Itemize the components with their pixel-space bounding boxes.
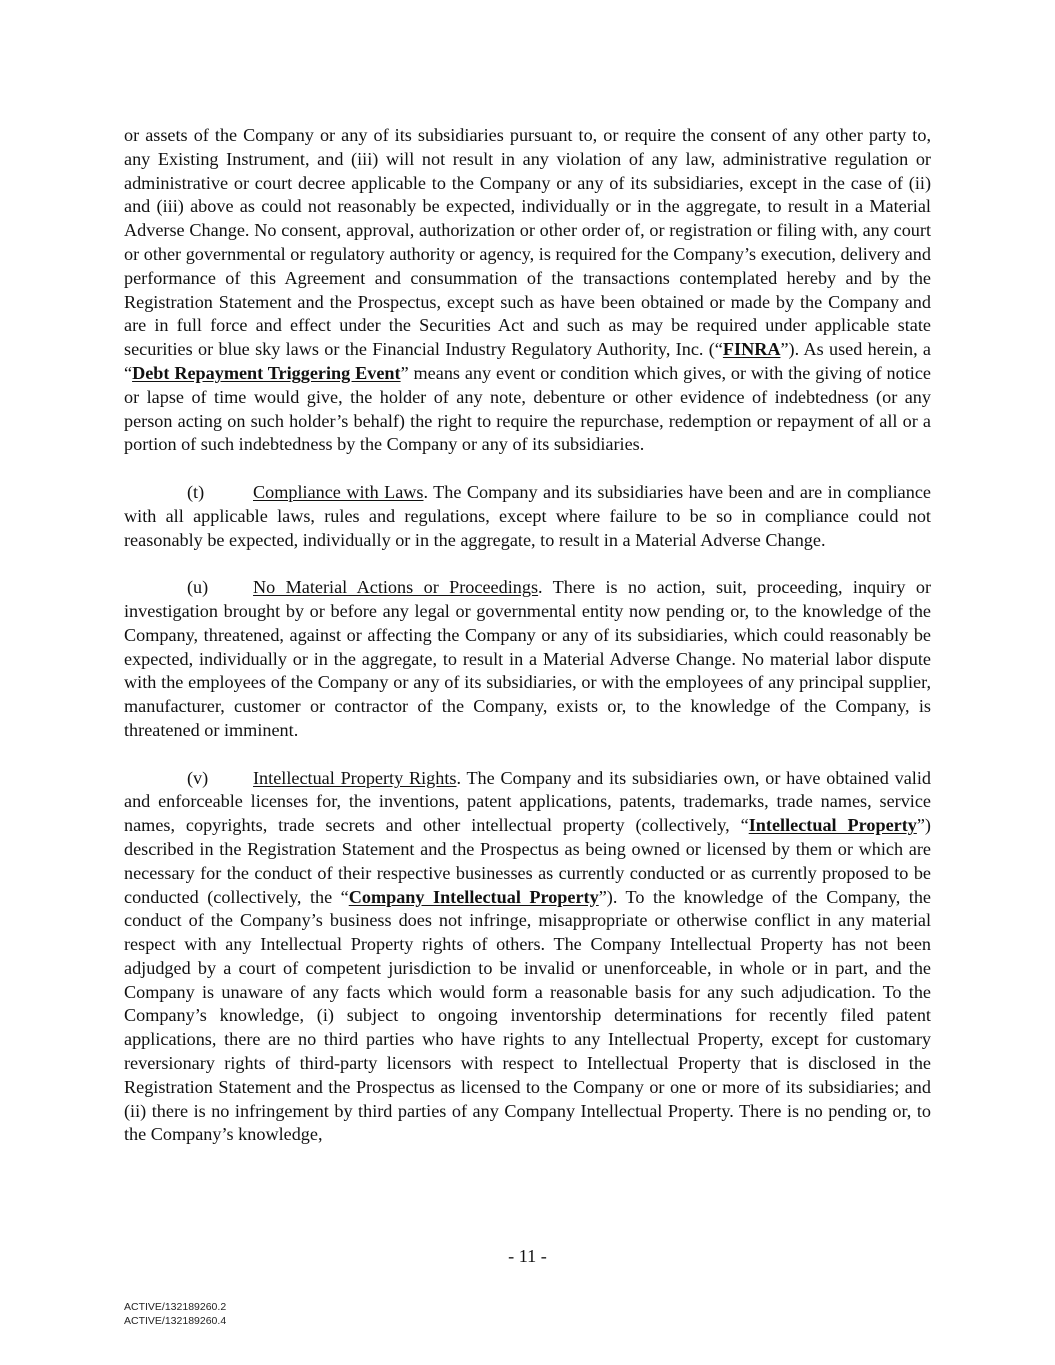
section-body: ”). To the knowledge of the Company, the conduct of the Company’s business does not infringe, misappropriate or otherwise conflict in any material respect with any Intellectual Property rights of others. The Company Intellectual Property has not been adjudged by a court of competent jurisdiction to be invalid or unenforceable, in whole or in part, and the Company is unaware of any facts which would form a reasonable basis for any such adjudication. To the Company’s knowledge, (i) subject to ongoing inventorship determinations for recently filed patent applications, there are no third parties who have rights to any Intellectual Property, except for customary reversionary rights of third-party licensors with respect to Intellectual Property that is disclosed in the Registration Statement and the Prospectus as licensed to the Company or one or more of its subsidiaries; and (ii) there is no infringement by third parties of any Company Intellectual Property. There is no pending or, to the Company’s knowledge, bbox=[124, 886, 932, 1145]
paragraph-continuation bbox=[124, 124, 931, 457]
section-t bbox=[124, 481, 931, 552]
section-u bbox=[124, 576, 931, 743]
section-v bbox=[124, 767, 931, 1148]
defined-term-company-ip: Company Intellectual Property bbox=[348, 886, 599, 907]
page-number: - 11 - bbox=[508, 1246, 547, 1266]
section-heading: No Material Actions or Proceedings bbox=[253, 577, 539, 598]
footer-doc-id: ACTIVE/132189260.4 bbox=[124, 1315, 227, 1327]
section-label: (u) bbox=[187, 577, 209, 598]
section-body: . The Company and its subsidiaries have been and are in compliance with all applicable laws, rules and regulations, except where failure to be so in compliance could not reasonably be expected, individually or in the aggregate, to result in a Material Adverse Change. bbox=[124, 481, 931, 550]
section-label: (v) bbox=[187, 767, 209, 788]
defined-term-finra: FINRA bbox=[722, 339, 781, 360]
section-body: ”) described in the Registration Statement and the Prospectus as being owned or licensed by them or which are necessary for the conduct of their respective businesses as currently conducted or as currently proposed to be conducted (collectively, the “ bbox=[124, 815, 931, 907]
footer-doc-id: ACTIVE/132189260.2 bbox=[124, 1301, 227, 1313]
section-heading: Intellectual Property Rights bbox=[253, 767, 457, 788]
paragraph-text: or assets of the Company or any of its subsidiaries pursuant to, or require the consent of any other party to, any Existing Instrument, and (iii) will not result in any violation of any law, administrative regulation or administrative or court decree applicable to the Company or any of its subsidiaries, except in the case of (ii) and (iii) above as could not reasonably be expected, individually or in the aggregate, to result in a Material Adverse Change. No consent, approval, authorization or other order of, or registration or filing with, any court or other governmental or regulatory authority or agency, is required for the Company’s execution, delivery and performance of this Agreement and consummation of the transactions contemplated hereby and by the Registration Statement and the Prospectus, except such as have been obtained or made by the Company and are in full force and effect under the Securities Act and such as may be required under applicable state securities or blue sky laws or the Financial Industry Regulatory Authority, Inc. (“ bbox=[124, 125, 931, 360]
defined-term-intellectual-property: Intellectual Property bbox=[748, 815, 917, 836]
section-body: . The Company and its subsidiaries own, or have obtained valid and enforceable licenses for, the inventions, patent applications, patents, trademarks, trade names, service names, copyrights, trade secrets and other intellectual property (collectively, “ bbox=[124, 767, 931, 836]
section-heading: Compliance with Laws bbox=[253, 481, 424, 502]
defined-term-debt-repayment: Debt Repayment Triggering Event bbox=[132, 362, 401, 383]
paragraph-text: ” means any event or condition which gives, or with the giving of notice or lapse of time would give, the holder of any note, debenture or other evidence of indebtedness (or any person acting on such holder’s behalf) the right to require the repurchase, redemption or repayment of all or a portion of such indebtedness by the Company or any of its subsidiaries. bbox=[124, 362, 931, 455]
document-body bbox=[124, 124, 931, 1147]
section-body: . There is no action, suit, proceeding, inquiry or investigation brought by or before any legal or governmental entity now pending or, to the knowledge of the Company, threatened, against or affecting the Company or any of its subsidiaries, which could reasonably be expected, individually or in the aggregate, to result in a Material Adverse Change. No material labor dispute with the employees of the Company or any of its subsidiaries, or with the employees of any principal supplier, manufacturer, customer or contractor of the Company, exists or, to the knowledge of the Company, is threatened or imminent. bbox=[124, 577, 931, 740]
paragraph-text: ”). As used herein, a “ bbox=[124, 339, 931, 383]
section-label: (t) bbox=[187, 481, 205, 502]
document-footer bbox=[124, 1300, 226, 1328]
